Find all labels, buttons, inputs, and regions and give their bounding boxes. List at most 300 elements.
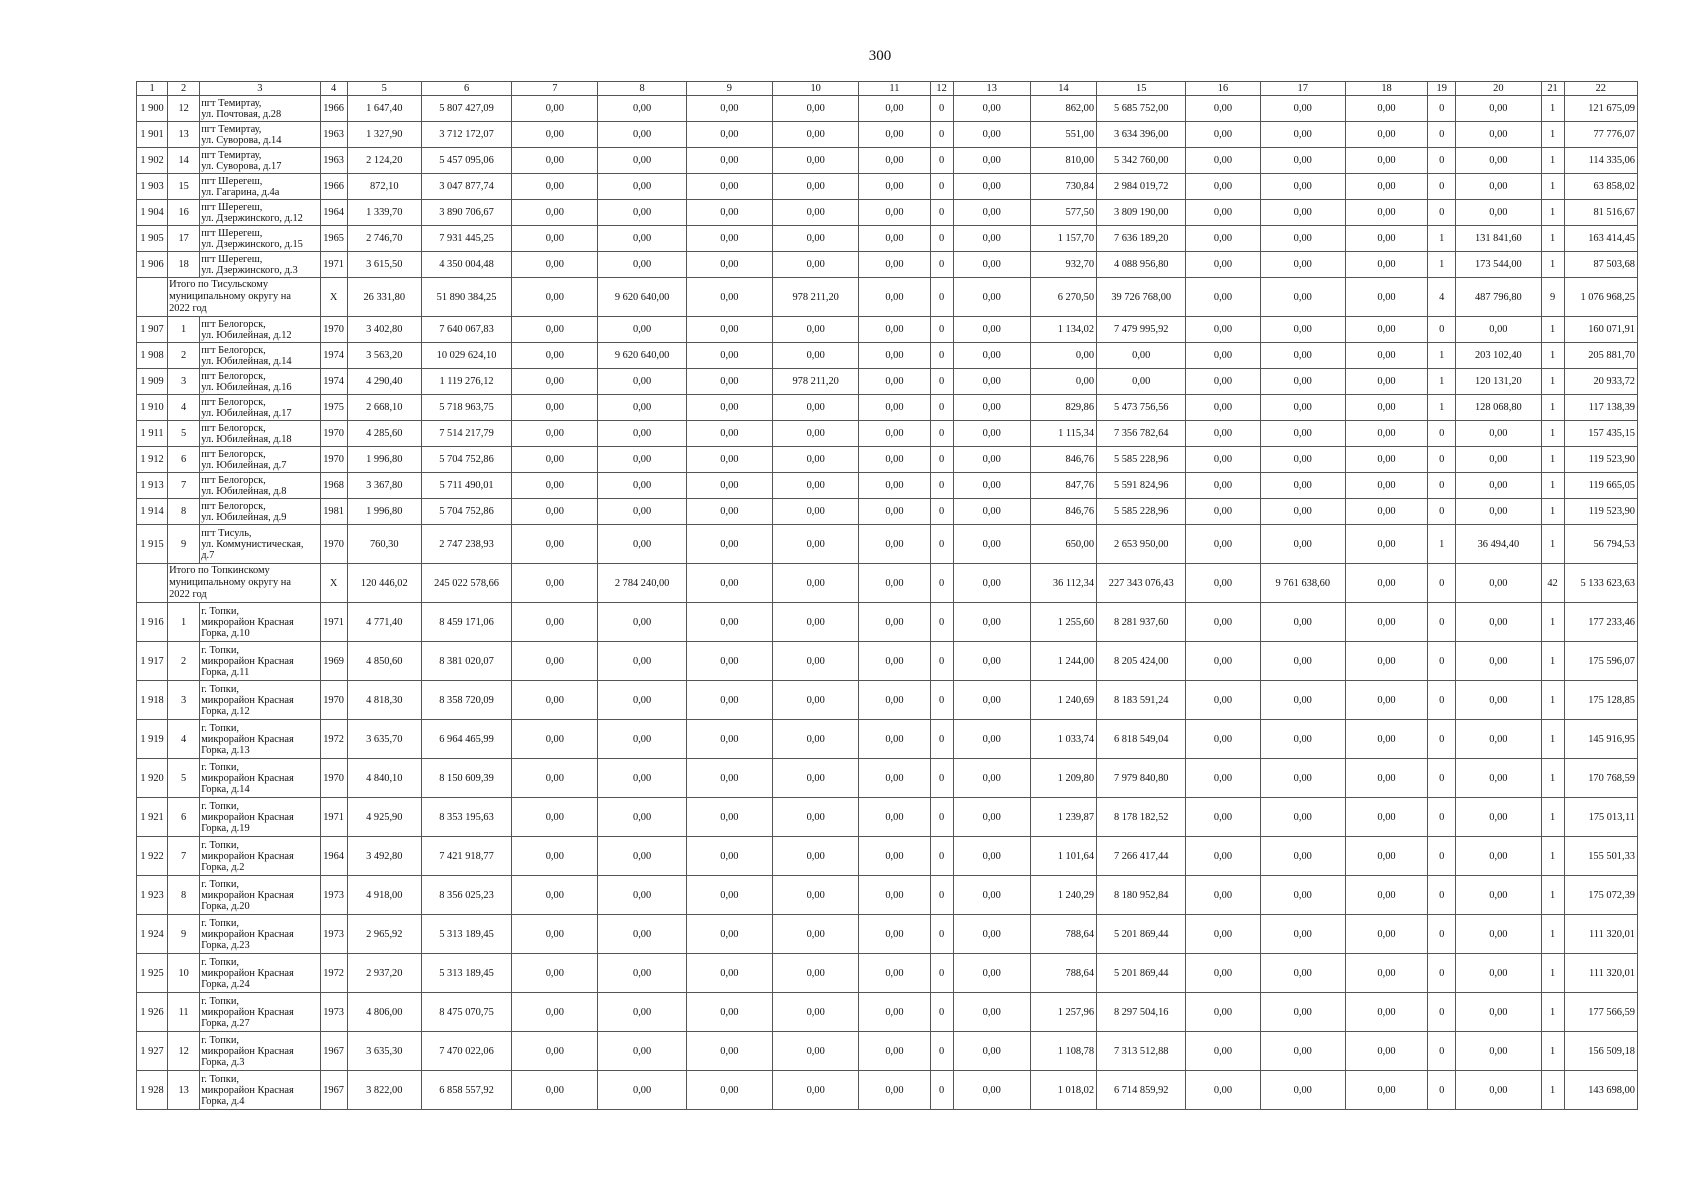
table-cell: 0,00 [1186,447,1260,473]
table-cell: 978 211,20 [773,369,859,395]
table-cell: 0,00 [1260,96,1345,122]
table-cell: 0,00 [1456,681,1541,720]
table-cell: 0,00 [1345,174,1427,200]
table-cell: 0,00 [859,1071,930,1110]
table-cell: 0,00 [512,447,598,473]
table-cell: 0,00 [859,148,930,174]
table-cell: 0 [930,174,953,200]
table-cell: 0,00 [773,798,859,837]
address-cell: г. Топки, микрорайон Красная Горка, д.10 [200,603,320,642]
table-cell: 0,00 [512,343,598,369]
table-cell: 0,00 [1186,954,1260,993]
column-header: 14 [1030,82,1096,96]
table-cell: 0,00 [512,96,598,122]
table-cell: 1964 [320,200,347,226]
table-cell: 3 [168,681,200,720]
table-cell: 0,00 [1186,148,1260,174]
table-cell: 4 088 956,80 [1097,252,1186,278]
table-cell: 1 101,64 [1030,837,1096,876]
table-cell: 1971 [320,603,347,642]
table-cell: 0,00 [1186,1032,1260,1071]
table-cell: 1 244,00 [1030,642,1096,681]
table-cell: 5 473 756,56 [1097,395,1186,421]
table-row [137,1071,1638,1110]
table-cell: 0,00 [1186,993,1260,1032]
table-cell: 0 [1428,681,1456,720]
table-cell: 0,00 [686,226,772,252]
address-cell: пгт Шерегеш, ул. Дзержинского, д.3 [200,252,320,278]
page-number: 300 [868,48,892,64]
table-cell: 0,00 [859,122,930,148]
table-cell: 0,00 [1260,1032,1345,1071]
table-cell: 0,00 [1456,720,1541,759]
table-cell: 0,00 [953,915,1030,954]
table-cell: 7 931 445,25 [421,226,511,252]
table-cell: 0,00 [773,200,859,226]
table-cell: 846,76 [1030,499,1096,525]
table-cell: 1 134,02 [1030,317,1096,343]
table-cell: 81 516,67 [1564,200,1637,226]
table-cell: 0,00 [686,759,772,798]
table-cell: 0,00 [686,369,772,395]
column-header: 2 [168,82,200,96]
table-cell: 0,00 [598,395,686,421]
table-cell: 0,00 [512,473,598,499]
table-cell: 1 647,40 [347,96,421,122]
table-row [137,122,1638,148]
table-cell: 5 [168,759,200,798]
table-cell: 0,00 [1345,200,1427,226]
table-cell: 0 [930,642,953,681]
table-row [137,837,1638,876]
table-cell: 1 916 [137,603,168,642]
subtotal-cell: 0,00 [1260,278,1345,317]
table-cell: 160 071,91 [1564,317,1637,343]
table-cell: 0 [930,499,953,525]
table-cell: 0,00 [773,720,859,759]
table-cell: 0,00 [598,1071,686,1110]
table-cell: 1 240,29 [1030,876,1096,915]
table-cell: 0,00 [953,499,1030,525]
table-cell: 0,00 [1456,837,1541,876]
address-cell: г. Топки, микрорайон Красная Горка, д.23 [200,915,320,954]
table-cell: 1 119 276,12 [421,369,511,395]
table-cell: 8 356 025,23 [421,876,511,915]
table-cell: 0,00 [859,876,930,915]
table-row [137,317,1638,343]
table-cell: 0 [1428,1032,1456,1071]
table-cell: 175 128,85 [1564,681,1637,720]
table-cell: 1 906 [137,252,168,278]
table-cell: 0,00 [953,1032,1030,1071]
table-cell: 0,00 [1097,369,1186,395]
table-cell: 0,00 [512,369,598,395]
table-cell: 0,00 [953,96,1030,122]
address-cell: г. Топки, микрорайон Красная Горка, д.13 [200,720,320,759]
address-cell: пгт Белогорск, ул. Юбилейная, д.17 [200,395,320,421]
table-cell: 0,00 [1097,343,1186,369]
table-cell: 0,00 [1345,915,1427,954]
table-cell: 7 514 217,79 [421,421,511,447]
table-cell: 4 [168,720,200,759]
subtotal-cell: 487 796,80 [1456,278,1541,317]
table-cell: 0,00 [1186,759,1260,798]
subtotal-cell: 0 [930,564,953,603]
table-cell: 0 [930,395,953,421]
table-cell: 0 [930,876,953,915]
column-header: 9 [686,82,772,96]
table-cell: 0,00 [953,876,1030,915]
table-cell: 0,00 [1345,876,1427,915]
table-cell: 0,00 [859,499,930,525]
table-cell: 0,00 [859,993,930,1032]
table-cell: 20 933,72 [1564,369,1637,395]
subtotal-cell: 1 076 968,25 [1564,278,1637,317]
subtotal-cell: X [320,278,347,317]
table-row [137,447,1638,473]
table-cell: 0,00 [1186,96,1260,122]
table-cell: 1970 [320,421,347,447]
table-cell: 1 [1428,369,1456,395]
table-cell: 8 150 609,39 [421,759,511,798]
table-cell: 0,00 [1260,993,1345,1032]
table-cell: 1 [1541,759,1564,798]
table-cell: 1966 [320,174,347,200]
table-cell: 0,00 [1345,499,1427,525]
table-cell: 0,00 [773,174,859,200]
table-cell: 8 180 952,84 [1097,876,1186,915]
table-row [137,148,1638,174]
table-cell: 0,00 [1456,876,1541,915]
table-cell: 0,00 [1456,174,1541,200]
subtotal-row [137,564,1638,603]
table-cell: 1 905 [137,226,168,252]
table-row [137,642,1638,681]
table-cell: 3 809 190,00 [1097,200,1186,226]
table-cell: 4 350 004,48 [421,252,511,278]
table-cell: 1 240,69 [1030,681,1096,720]
table-cell: 0,00 [1186,317,1260,343]
table-cell: 0 [930,681,953,720]
table-cell: 8 183 591,24 [1097,681,1186,720]
table-cell: 0 [930,343,953,369]
subtotal-cell: 36 112,34 [1030,564,1096,603]
table-cell: 0,00 [598,525,686,564]
table-row [137,798,1638,837]
table-cell: 1 996,80 [347,499,421,525]
table-cell: 0,00 [953,525,1030,564]
table-cell: 1 917 [137,642,168,681]
column-header: 19 [1428,82,1456,96]
table-cell: 0,00 [598,499,686,525]
table-cell: 0,00 [686,1071,772,1110]
table-cell: 1970 [320,681,347,720]
table-cell: 0,00 [1345,720,1427,759]
table-cell: 0,00 [1260,148,1345,174]
table-cell: 0,00 [1345,681,1427,720]
address-cell: г. Топки, микрорайон Красная Горка, д.24 [200,954,320,993]
address-cell: пгт Белогорск, ул. Юбилейная, д.9 [200,499,320,525]
table-cell: 0,00 [773,876,859,915]
table-cell: 7 636 189,20 [1097,226,1186,252]
table-cell: 5 704 752,86 [421,499,511,525]
table-cell: 1 018,02 [1030,1071,1096,1110]
table-cell: 0 [1428,122,1456,148]
table-cell: 0,00 [1456,96,1541,122]
table-cell: 13 [168,122,200,148]
column-header: 20 [1456,82,1541,96]
table-cell: 2 [168,642,200,681]
table-cell: 7 979 840,80 [1097,759,1186,798]
table-cell: 119 523,90 [1564,499,1637,525]
table-cell: 0,00 [598,642,686,681]
table-cell: 0,00 [512,122,598,148]
table-cell: 1 209,80 [1030,759,1096,798]
table-cell: 0,00 [686,499,772,525]
table-cell: 5 585 228,96 [1097,499,1186,525]
table-cell: 8 353 195,63 [421,798,511,837]
address-cell: пгт Белогорск, ул. Юбилейная, д.18 [200,421,320,447]
column-header: 4 [320,82,347,96]
table-cell: 0,00 [953,993,1030,1032]
table-cell: 1968 [320,473,347,499]
table-cell: 0 [930,525,953,564]
address-cell: г. Топки, микрорайон Красная Горка, д.19 [200,798,320,837]
table-cell: 0,00 [1345,603,1427,642]
subtotal-cell: 0 [1428,564,1456,603]
table-cell: 0,00 [1345,148,1427,174]
table-cell: 1 [1541,395,1564,421]
subtotal-label: Итого по Топкинскому муниципальному округу на 2022 год [168,564,320,603]
subtotal-index-cell [137,278,168,317]
table-cell: 1 [1541,447,1564,473]
table-cell: 1970 [320,525,347,564]
table-cell: 1 [1428,525,1456,564]
table-cell: 117 138,39 [1564,395,1637,421]
table-cell: 0,00 [1186,720,1260,759]
table-cell: 0,00 [512,317,598,343]
table-cell: 0,00 [598,369,686,395]
table-cell: 0,00 [1260,317,1345,343]
table-cell: 0,00 [1345,954,1427,993]
column-header: 7 [512,82,598,96]
table-cell: 5 711 490,01 [421,473,511,499]
table-cell: 0,00 [598,954,686,993]
table-cell: 0,00 [512,720,598,759]
table-cell: 3 047 877,74 [421,174,511,200]
address-cell: г. Топки, микрорайон Красная Горка, д.14 [200,759,320,798]
table-cell: 0,00 [859,759,930,798]
table-row [137,525,1638,564]
table-cell: 6 [168,447,200,473]
table-cell: 0,00 [512,837,598,876]
table-cell: 1969 [320,642,347,681]
table-cell: 0 [930,759,953,798]
table-cell: 0,00 [859,395,930,421]
table-cell: 0,00 [859,525,930,564]
table-cell: 10 [168,954,200,993]
subtotal-cell: 0,00 [953,278,1030,317]
table-cell: 7 479 995,92 [1097,317,1186,343]
table-cell: 0,00 [953,421,1030,447]
table-cell: 7 356 782,64 [1097,421,1186,447]
table-cell: 170 768,59 [1564,759,1637,798]
table-cell: 0,00 [512,993,598,1032]
table-cell: 0 [1428,642,1456,681]
table-cell: 0,00 [598,174,686,200]
address-cell: пгт Белогорск, ул. Юбилейная, д.12 [200,317,320,343]
table-cell: 1 901 [137,122,168,148]
table-cell: 1 108,78 [1030,1032,1096,1071]
table-cell: 177 566,59 [1564,993,1637,1032]
subtotal-cell: 0,00 [859,564,930,603]
table-cell: 0,00 [1260,915,1345,954]
table-cell: 2 653 950,00 [1097,525,1186,564]
table-cell: 0,00 [953,369,1030,395]
table-cell: 119 523,90 [1564,447,1637,473]
table-cell: 0 [1428,798,1456,837]
table-cell: 0,00 [859,421,930,447]
address-cell: пгт Шерегеш, ул. Дзержинского, д.15 [200,226,320,252]
table-cell: 0,00 [859,369,930,395]
table-cell: 0,00 [1260,837,1345,876]
table-cell: 0 [930,317,953,343]
table-row [137,954,1638,993]
table-row [137,369,1638,395]
column-header: 5 [347,82,421,96]
table-cell: 0,00 [859,642,930,681]
address-cell: г. Топки, микрорайон Красная Горка, д.12 [200,681,320,720]
table-cell: 0,00 [1456,642,1541,681]
table-cell: 0,00 [1345,1071,1427,1110]
table-cell: 0,00 [512,200,598,226]
table-cell: 0,00 [686,603,772,642]
table-cell: 145 916,95 [1564,720,1637,759]
table-cell: 0,00 [1345,122,1427,148]
table-cell: 0,00 [686,96,772,122]
table-cell: 0,00 [598,200,686,226]
subtotal-cell: 0,00 [1186,278,1260,317]
table-cell: 0,00 [512,915,598,954]
column-header: 12 [930,82,953,96]
table-cell: 63 858,02 [1564,174,1637,200]
table-cell: 0 [930,720,953,759]
table-cell: 0,00 [598,317,686,343]
subtotal-cell: 0,00 [512,564,598,603]
table-cell: 3 563,20 [347,343,421,369]
table-cell: 0,00 [953,122,1030,148]
table-cell: 0,00 [953,603,1030,642]
table-cell: 175 072,39 [1564,876,1637,915]
table-cell: 0,00 [859,447,930,473]
address-cell: пгт Белогорск, ул. Юбилейная, д.8 [200,473,320,499]
table-cell: 0,00 [1345,447,1427,473]
table-cell: 0,00 [1186,369,1260,395]
table-cell: 0,00 [1456,421,1541,447]
table-cell: 0,00 [512,421,598,447]
table-cell: 5 457 095,06 [421,148,511,174]
table-cell: 0,00 [686,525,772,564]
table-cell: 0,00 [1186,421,1260,447]
table-cell: 0,00 [686,122,772,148]
table-cell: 8 358 720,09 [421,681,511,720]
table-cell: 1 [1541,473,1564,499]
table-cell: 0 [1428,96,1456,122]
subtotal-cell: 9 620 640,00 [598,278,686,317]
table-cell: 0 [930,122,953,148]
table-cell: 0 [930,993,953,1032]
table-cell: 5 342 760,00 [1097,148,1186,174]
table-cell: 7 640 067,83 [421,317,511,343]
table-cell: 0,00 [1456,1071,1541,1110]
table-cell: 1 [1541,343,1564,369]
table-cell: 1 [1541,681,1564,720]
table-cell: 2 747 238,93 [421,525,511,564]
table-cell: 0,00 [1030,369,1096,395]
table-cell: 175 596,07 [1564,642,1637,681]
table-cell: 0,00 [1456,317,1541,343]
table-cell: 1 [1541,1071,1564,1110]
table-cell: 0,00 [1456,148,1541,174]
address-cell: г. Топки, микрорайон Красная Горка, д.4 [200,1071,320,1110]
table-cell: 1 [1541,226,1564,252]
table-cell: 0,00 [773,993,859,1032]
table-cell: 1 [1541,954,1564,993]
column-header: 3 [200,82,320,96]
table-cell: 1 902 [137,148,168,174]
table-cell: 1 925 [137,954,168,993]
table-cell: 5 201 869,44 [1097,954,1186,993]
table-cell: 0 [1428,148,1456,174]
table-cell: 872,10 [347,174,421,200]
table-cell: 3 822,00 [347,1071,421,1110]
table-cell: 0,00 [1260,421,1345,447]
table-row [137,681,1638,720]
table-cell: 0,00 [512,174,598,200]
table-cell: 0,00 [598,876,686,915]
table-cell: 788,64 [1030,954,1096,993]
table-cell: 0,00 [773,447,859,473]
table-cell: 0,00 [953,317,1030,343]
address-cell: г. Топки, микрорайон Красная Горка, д.2 [200,837,320,876]
table-cell: 0,00 [1456,993,1541,1032]
table-cell: 3 615,50 [347,252,421,278]
table-cell: 0,00 [1260,473,1345,499]
table-row [137,96,1638,122]
table-cell: 121 675,09 [1564,96,1637,122]
table-cell: 2 124,20 [347,148,421,174]
table-cell: 0,00 [953,200,1030,226]
subtotal-cell: 51 890 384,25 [421,278,511,317]
table-cell: 1 [1541,642,1564,681]
subtotal-cell: 6 270,50 [1030,278,1096,317]
table-cell: 1967 [320,1071,347,1110]
table-cell: 0,00 [953,395,1030,421]
table-cell: 1 914 [137,499,168,525]
table-cell: 3 634 396,00 [1097,122,1186,148]
table-cell: 1 115,34 [1030,421,1096,447]
column-header: 10 [773,82,859,96]
table-cell: 1 157,70 [1030,226,1096,252]
table-cell: 119 665,05 [1564,473,1637,499]
table-cell: 4 918,00 [347,876,421,915]
table-cell: 12 [168,1032,200,1071]
table-row [137,252,1638,278]
column-header: 16 [1186,82,1260,96]
table-cell: 0,00 [598,993,686,1032]
table-cell: 1 239,87 [1030,798,1096,837]
table-cell: 87 503,68 [1564,252,1637,278]
